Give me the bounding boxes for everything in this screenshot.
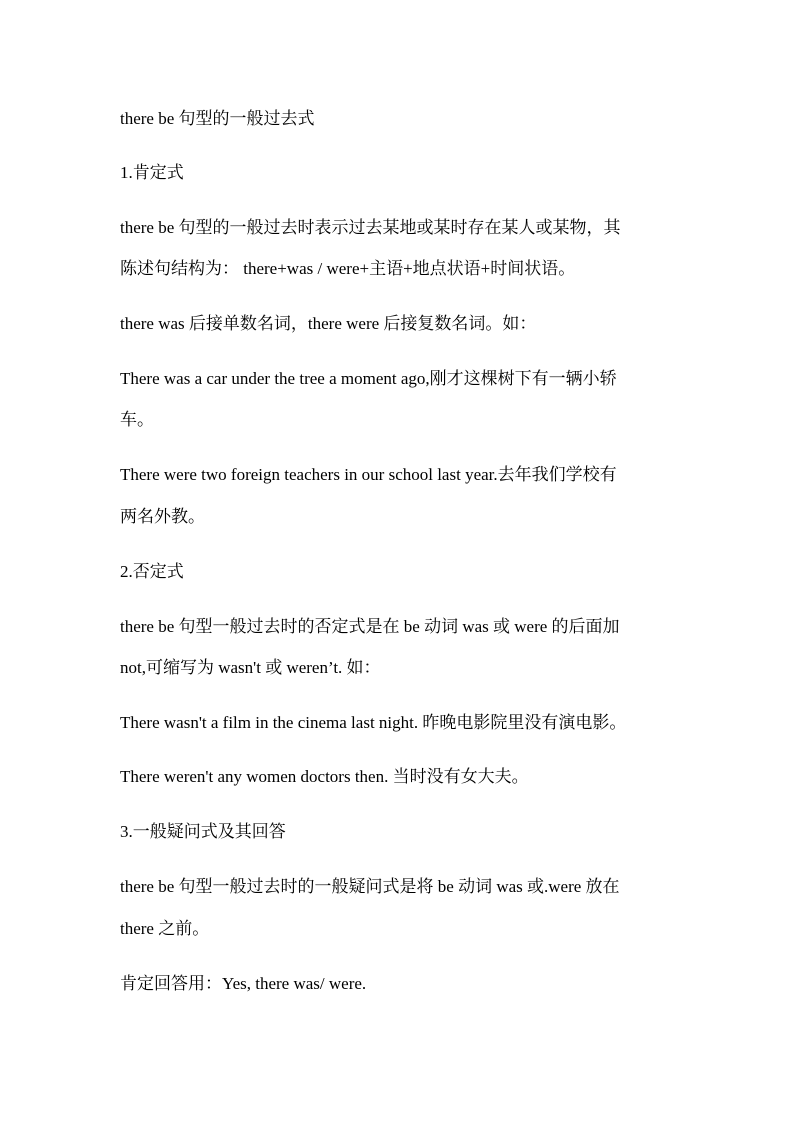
example-sentence-line: There were two foreign teachers in our school last year.去年我们学校有 <box>120 465 617 484</box>
paragraph-line: there was 后接单数名词，there were 后接复数名词。如： <box>120 314 537 333</box>
section-heading-affirmative: 1.肯定式 <box>120 163 184 182</box>
paragraph-line: there be 句型的一般过去时表示过去某地或某时存在某人或某物，其 <box>120 218 621 237</box>
example-sentence-line: 两名外教。 <box>120 507 205 526</box>
paragraph-line: there be 句型一般过去时的否定式是在 be 动词 was 或 were 的后面加 <box>120 617 620 636</box>
paragraph-line: there be 句型一般过去时的一般疑问式是将 be 动词 was 或.were 放在 <box>120 877 620 896</box>
paragraph-line: 陈述句结构为： there+was / were+主语+地点状语+时间状语。 <box>120 259 576 278</box>
paragraph-line: not,可缩写为 wasn't 或 weren’t. 如： <box>120 658 381 677</box>
document-title: there be 句型的一般过去式 <box>120 109 315 128</box>
example-sentence-line: There wasn't a film in the cinema last night. 昨晚电影院里没有演电影。 <box>120 713 627 732</box>
example-sentence-line: There was a car under the tree a moment ago,刚才这棵树下有一辆小轿 <box>120 369 617 388</box>
example-sentence-line: 车。 <box>120 410 154 429</box>
section-heading-question: 3.一般疑问式及其回答 <box>120 822 286 841</box>
paragraph-line: there 之前。 <box>120 919 210 938</box>
example-sentence-line: There weren't any women doctors then. 当时没有女大夫。 <box>120 767 529 786</box>
section-heading-negative: 2.否定式 <box>120 562 184 581</box>
paragraph-line: 肯定回答用：Yes, there was/ were. <box>120 974 367 993</box>
